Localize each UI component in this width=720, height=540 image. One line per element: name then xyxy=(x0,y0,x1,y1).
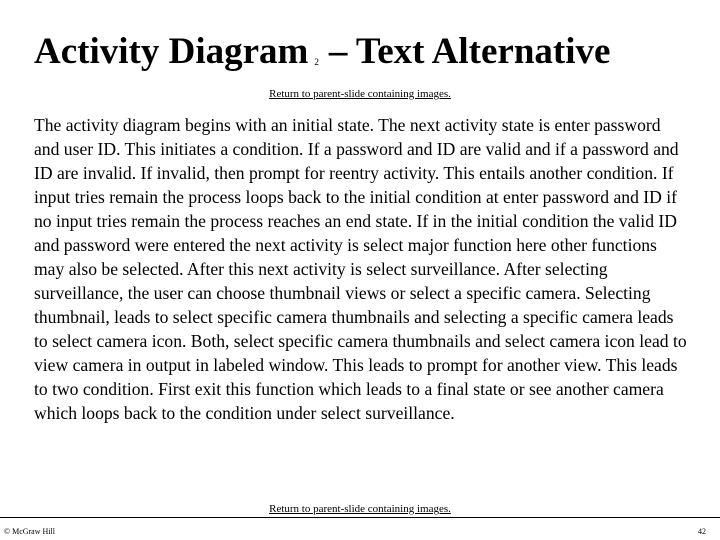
title-subscript: 2 xyxy=(314,57,319,67)
text-alternative-body: The activity diagram begins with an initial state. The next activity state is enter password and user ID. This initiates a condition. If a password and ID are valid and if a password and ID are invalid. If invalid, then prompt for reentry activity. This entails another condition. If input tries remain the process loops back to the initial condition at enter password and ID if no input tries remain the process reaches an end state. If in the initial condition the valid ID and password were entered the next activity is select major function here other functions may also be selected. After this next activity is select surveillance. After selecting surveillance, the user can choose thumbnail views or select a specific camera. Selecting thumbnail, leads to select specific camera thumbnails and selecting a specific camera leads to select camera icon. Both, select specific camera thumbnails and select camera icon lead to view camera in output in labeled window. This leads to prompt for another view. This leads to two condition. First exit this function which leads to a final state or see another camera which loops back to the condition under select surveillance. xyxy=(34,115,687,423)
title-rest: – Text Alternative xyxy=(328,31,611,72)
return-to-parent-link-top[interactable]: Return to parent-slide containing images. xyxy=(269,88,451,100)
copyright-notice: © McGraw Hill xyxy=(4,527,55,536)
title-main: Activity Diagram xyxy=(34,31,309,72)
return-to-parent-link-bottom[interactable]: Return to parent-slide containing images. xyxy=(269,503,451,515)
slide-title xyxy=(34,28,694,86)
page-number: 42 xyxy=(698,527,706,536)
footer-divider xyxy=(0,517,720,518)
